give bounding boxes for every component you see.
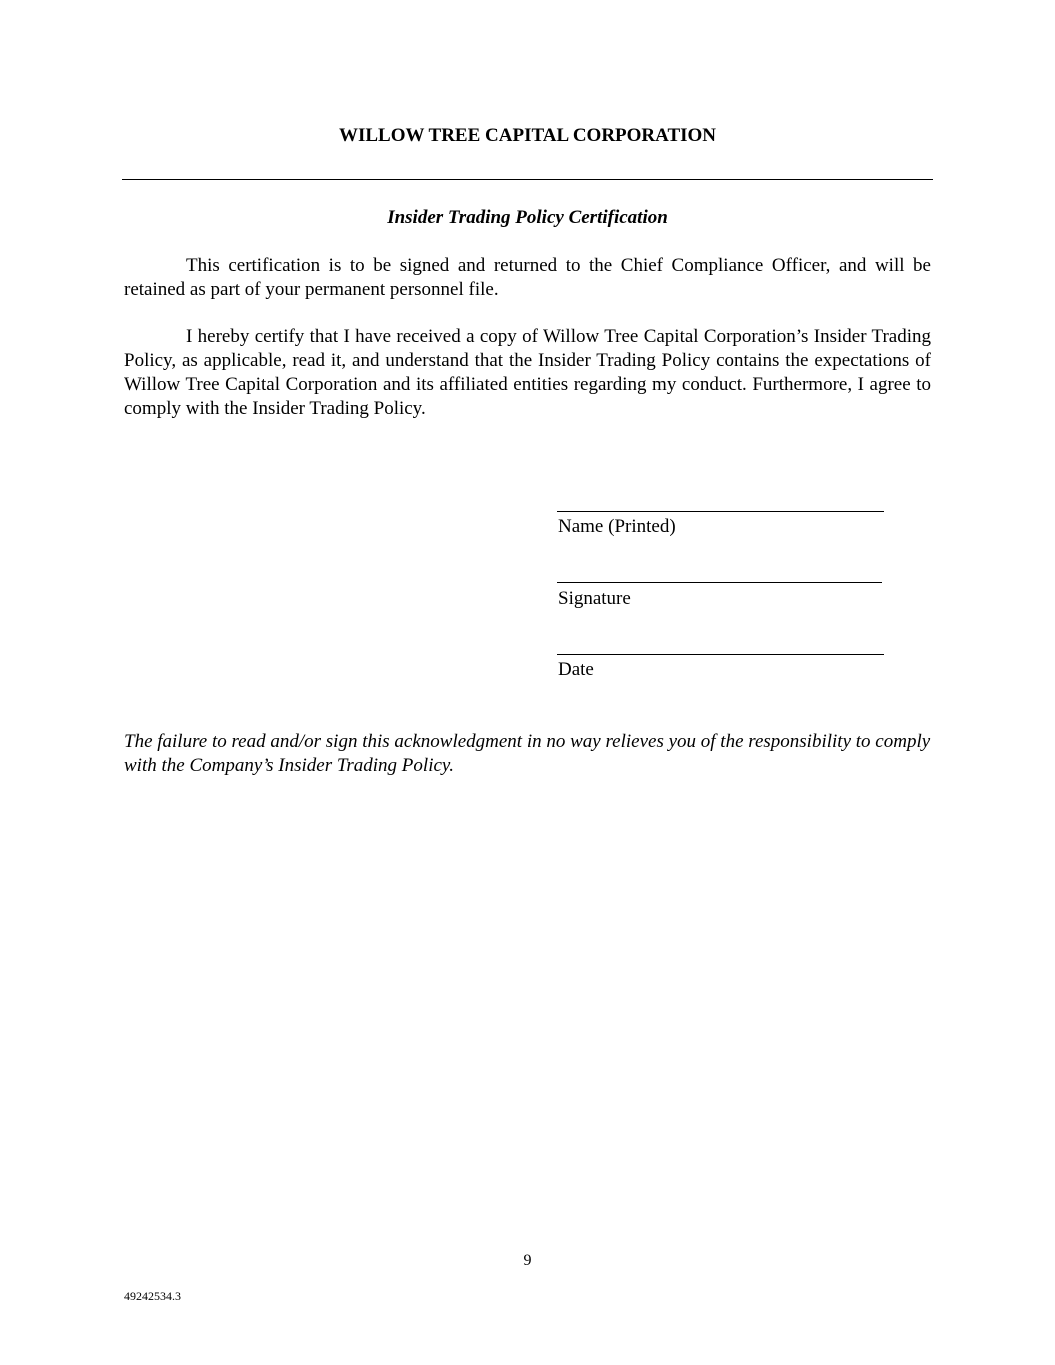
name-printed-line[interactable] — [557, 511, 884, 512]
date-line[interactable] — [557, 654, 884, 655]
document-id: 49242534.3 — [124, 1289, 181, 1303]
page-number: 9 — [523, 1252, 532, 1269]
certification-statement-paragraph: I hereby certify that I have received a copy of Willow Tree Capital Corporation’s Insider Trading Policy, as applicable, read it, and understand that the Insider Trading Policy contains the expectations of Willow Tree Capital Corporation and its affiliated entities regarding my conduct. Furthermore, I agree to comply with the Insider Trading Policy. — [124, 326, 931, 419]
signature-label: Signature — [558, 588, 631, 609]
certification-heading: Insider Trading Policy Certification — [387, 207, 668, 228]
disclaimer-text: The failure to read and/or sign this acknowledgment in no way relieves you of the responsibility to comply with the Company’s Insider Trading Policy. — [124, 731, 931, 776]
date-label: Date — [558, 659, 594, 680]
signature-line[interactable] — [557, 582, 882, 583]
company-title: WILLOW TREE CAPITAL CORPORATION — [338, 125, 717, 146]
name-printed-label: Name (Printed) — [558, 516, 676, 537]
title-divider — [122, 179, 933, 180]
instructions-paragraph: This certification is to be signed and returned to the Chief Compliance Officer, and will be retained as part of your permanent personnel file. — [124, 255, 931, 300]
